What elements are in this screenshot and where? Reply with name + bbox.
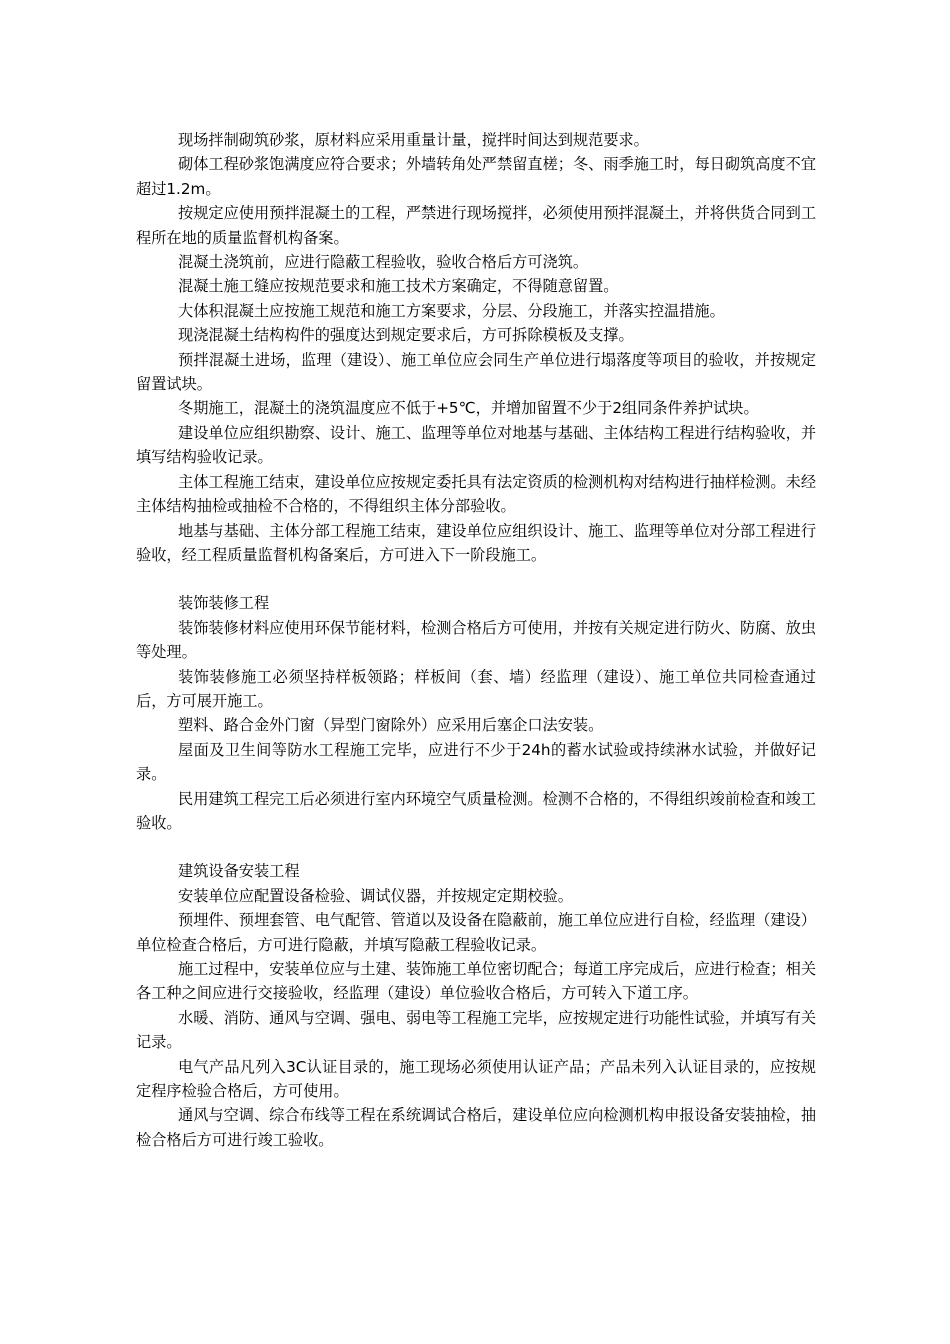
paragraph: 建设单位应组织勘察、设计、施工、监理等单位对地基与基础、主体结构工程进行结构验收，并填写结构验收记录。 <box>136 423 816 467</box>
document-body <box>136 128 816 1152</box>
paragraph: 装饰装修材料应使用环保节能材料，检测合格后方可使用，并按有关规定进行防火、防腐、放虫等处理。 <box>136 618 816 662</box>
paragraph: 施工过程中，安装单位应与土建、装饰施工单位密切配合；每道工序完成后，应进行检查；相关各工种之间应进行交接验收，经监理（建设）单位验收合格后，方可转入下道工序。 <box>136 960 816 1003</box>
paragraph: 塑料、路合金外门窗（异型门窗除外）应采用后塞企口法安装。 <box>178 716 604 735</box>
paragraph: 水暖、消防、通风与空调、强电、弱电等工程施工完毕，应按规定进行功能性试验，并填写有关记录。 <box>136 1008 816 1052</box>
paragraph: 现浇混凝土结构构件的强度达到规定要求后，方可拆除模板及支撑。 <box>178 326 634 345</box>
paragraph: 主体工程施工结束，建设单位应按规定委托具有法定资质的检测机构对结构进行抽样检测。未经主体结构抽检或抽检不合格的，不得组织主体分部验收。 <box>136 472 816 516</box>
paragraph: 电气产品凡列入3C认证目录的，施工现场必须使用认证产品；产品未列入认证目录的，应按规定程序检验合格后，方可使用。 <box>136 1057 816 1101</box>
paragraph: 按规定应使用预拌混凝土的工程，严禁进行现场搅拌，必须使用预拌混凝土，并将供货合同到工程所在地的质量监督机构备案。 <box>136 204 816 247</box>
paragraph: 预埋件、预埋套管、电气配管、管道以及设备在隐蔽前，施工单位应进行自检，经监理（建设）单位检查合格后，方可进行隐蔽，并填写隐蔽工程验收记录。 <box>136 911 816 954</box>
paragraph: 地基与基础、主体分部工程施工结束，建设单位应组织设计、施工、监理等单位对分部工程进行验收，经工程质量监督机构备案后，方可进入下一阶段施工。 <box>136 521 816 564</box>
section-spacer <box>136 567 816 591</box>
paragraph: 装饰装修施工必须坚持样板领路；样板间（套、墙）经监理（建设）、施工单位共同检查通过后，方可展开施工。 <box>136 667 816 710</box>
section-heading-equipment: 建筑设备安装工程 <box>178 862 300 881</box>
paragraph: 现场拌制砌筑砂浆，原材料应采用重量计量，搅拌时间达到规范要求。 <box>178 131 649 149</box>
section-spacer <box>136 835 816 859</box>
section-heading-decoration: 装饰装修工程 <box>178 594 270 613</box>
paragraph: 砌体工程砂浆饱满度应符合要求；外墙转角处严禁留直槎；冬、雨季施工时，每日砌筑高度不宜超过1.2m。 <box>136 155 816 198</box>
paragraph: 混凝土施工缝应按规范要求和施工技术方案确定，不得随意留置。 <box>178 277 619 296</box>
paragraph: 混凝土浇筑前，应进行隐蔽工程验收，验收合格后方可浇筑。 <box>178 253 589 272</box>
paragraph: 预拌混凝土进场，监理（建设）、施工单位应会同生产单位进行塌落度等项目的验收，并按规定留置试块。 <box>136 350 816 394</box>
paragraph: 大体积混凝土应按施工规范和施工方案要求，分层、分段施工，并落实控温措施。 <box>178 301 725 320</box>
paragraph: 通风与空调、综合布线等工程在系统调试合格后，建设单位应向检测机构申报设备安装抽检，抽检合格后方可进行竣工验收。 <box>136 1106 816 1149</box>
paragraph: 冬期施工，混凝土的浇筑温度应不低于+5℃，并增加留置不少于2组同条件养护试块。 <box>178 399 759 418</box>
paragraph: 安装单位应配置设备检验、调试仪器，并按规定定期校验。 <box>178 886 573 905</box>
paragraph: 屋面及卫生间等防水工程施工完毕，应进行不少于24h的蓄水试验或持续淋水试验，并做好记录。 <box>136 740 816 784</box>
paragraph: 民用建筑工程完工后必须进行室内环境空气质量检测。检测不合格的，不得组织竣前检查和竣工验收。 <box>136 789 816 832</box>
